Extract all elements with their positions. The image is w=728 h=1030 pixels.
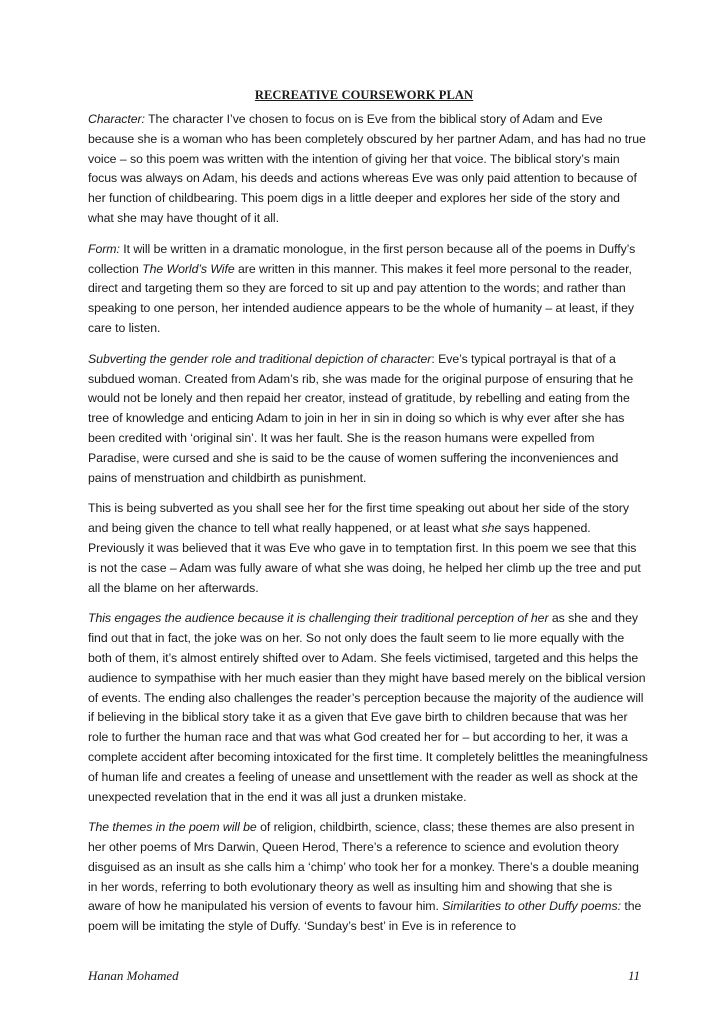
- paragraph-text: The character I’ve chosen to focus on is Eve from the biblical story of Adam and Eve because she is a woman who has been completely obscured by her partner Adam, and has had no true voice – so this poem was written with the intention of giving her that voice. The biblical story’s main focus was always on Adam, his deeds and actions whereas Eve was only paid attention to because of her function of childbearing. This poem digs in a little deeper and explores her side of the story and what she may have thought of it all.: [88, 112, 646, 225]
- paragraph-engages: [88, 609, 648, 807]
- page-title: RECREATIVE COURSEWORK PLAN: [254, 88, 474, 102]
- paragraph-text: the poem will be imitating the style of Duffy. ‘Sunday’s best’ in Eve is in reference to: [88, 899, 642, 934]
- paragraph-text: : Eve’s typical portrayal is that of a subdued woman. Created from Adam’s rib, she was made for the original purpose of ensuring that he would not be lonely and then repaid her creator, instead of gratitude, by rebelling and eating from the tree of knowledge and enticing Adam to join in her in sin in doing so which is why ever after she has been credited with ‘original sin’. It was her fault. She is the reason humans were expelled from Paradise, were cursed and she is said to be the cause of women suffering the inconveniences and pains of menstruation and childbirth as punishment.: [88, 351, 634, 485]
- paragraph-text: It will be written in a dramatic monologue, in the first person because all of the poems in Duffy’s collection: [88, 241, 636, 276]
- label-character: Character:: [88, 112, 145, 126]
- label-form: Form:: [88, 241, 120, 256]
- paragraph-character: [88, 110, 648, 229]
- paragraph-subverting: [88, 350, 648, 489]
- book-title: The World’s Wife: [142, 261, 235, 276]
- label-engages: This engages the audience because it is challenging their traditional perception of her: [88, 611, 549, 626]
- paragraph-themes: [88, 818, 648, 937]
- footer-author: Hanan Mohamed: [88, 968, 179, 983]
- document-body: [88, 110, 648, 948]
- page-number: 11: [627, 968, 640, 983]
- label-themes: The themes in the poem will be: [88, 820, 257, 835]
- paragraph-text: This is being subverted as you shall see her for the first time speaking out about her side of the story and being given the chance to tell what really happened, or at least what: [88, 501, 629, 536]
- paragraph-subverted: [88, 499, 648, 598]
- paragraph-form: [88, 240, 648, 339]
- paragraph-text: are written in this manner. This makes it feel more personal to the reader, direct and targeting them so they are forced to sit up and pay attention to the words; and rather than speaking to one person, her intended audience appears to be the whole of humanity – at least, if they care to listen.: [88, 261, 634, 335]
- label-similarities: Similarities to other Duffy poems:: [442, 899, 621, 914]
- emphasis-she: she: [481, 521, 502, 536]
- label-subverting: Subverting the gender role and traditional depiction of character: [88, 351, 432, 366]
- paragraph-text: of religion, childbirth, science, class; these themes are also present in her other poems of Mrs Darwin, Queen Herod, There’s a reference to science and evolution theory disguised as an insult as she calls him a ‘chimp’ who took her for a monkey. There’s a double meaning in her words, referring to both evolutionary theory as well as insulting him and showing that she is aware of how he manipulated his version of events to favour him.: [88, 820, 639, 914]
- paragraph-text: says happened. Previously it was believed that it was Eve who gave in to temptation first. In this poem we see that this is not the case – Adam was fully aware of what she was doing, he helped her climb up the tree and put all the blame on her afterwards.: [88, 521, 641, 595]
- paragraph-text: as she and they find out that in fact, the joke was on her. So not only does the fault seem to lie more equally with the both of them, it’s almost entirely shifted over to Adam. She feels victimised, targeted and this helps the audience to sympathise with her much easier than they might have based merely on the biblical version of events. The ending also challenges the reader’s perception because the majority of the audience will if believing in the biblical story take it as a given that Eve gave birth to children because that was her role to further the human race and that was what God created her for – but according to her, it was a complete accident after becoming intoxicated for the first time. It completely belittles the meaningfulness of human life and creates a feeling of unease and unsettlement with the reader as well as shock at the unexpected revelation that in the end it was all just a drunken mistake.: [88, 611, 648, 804]
